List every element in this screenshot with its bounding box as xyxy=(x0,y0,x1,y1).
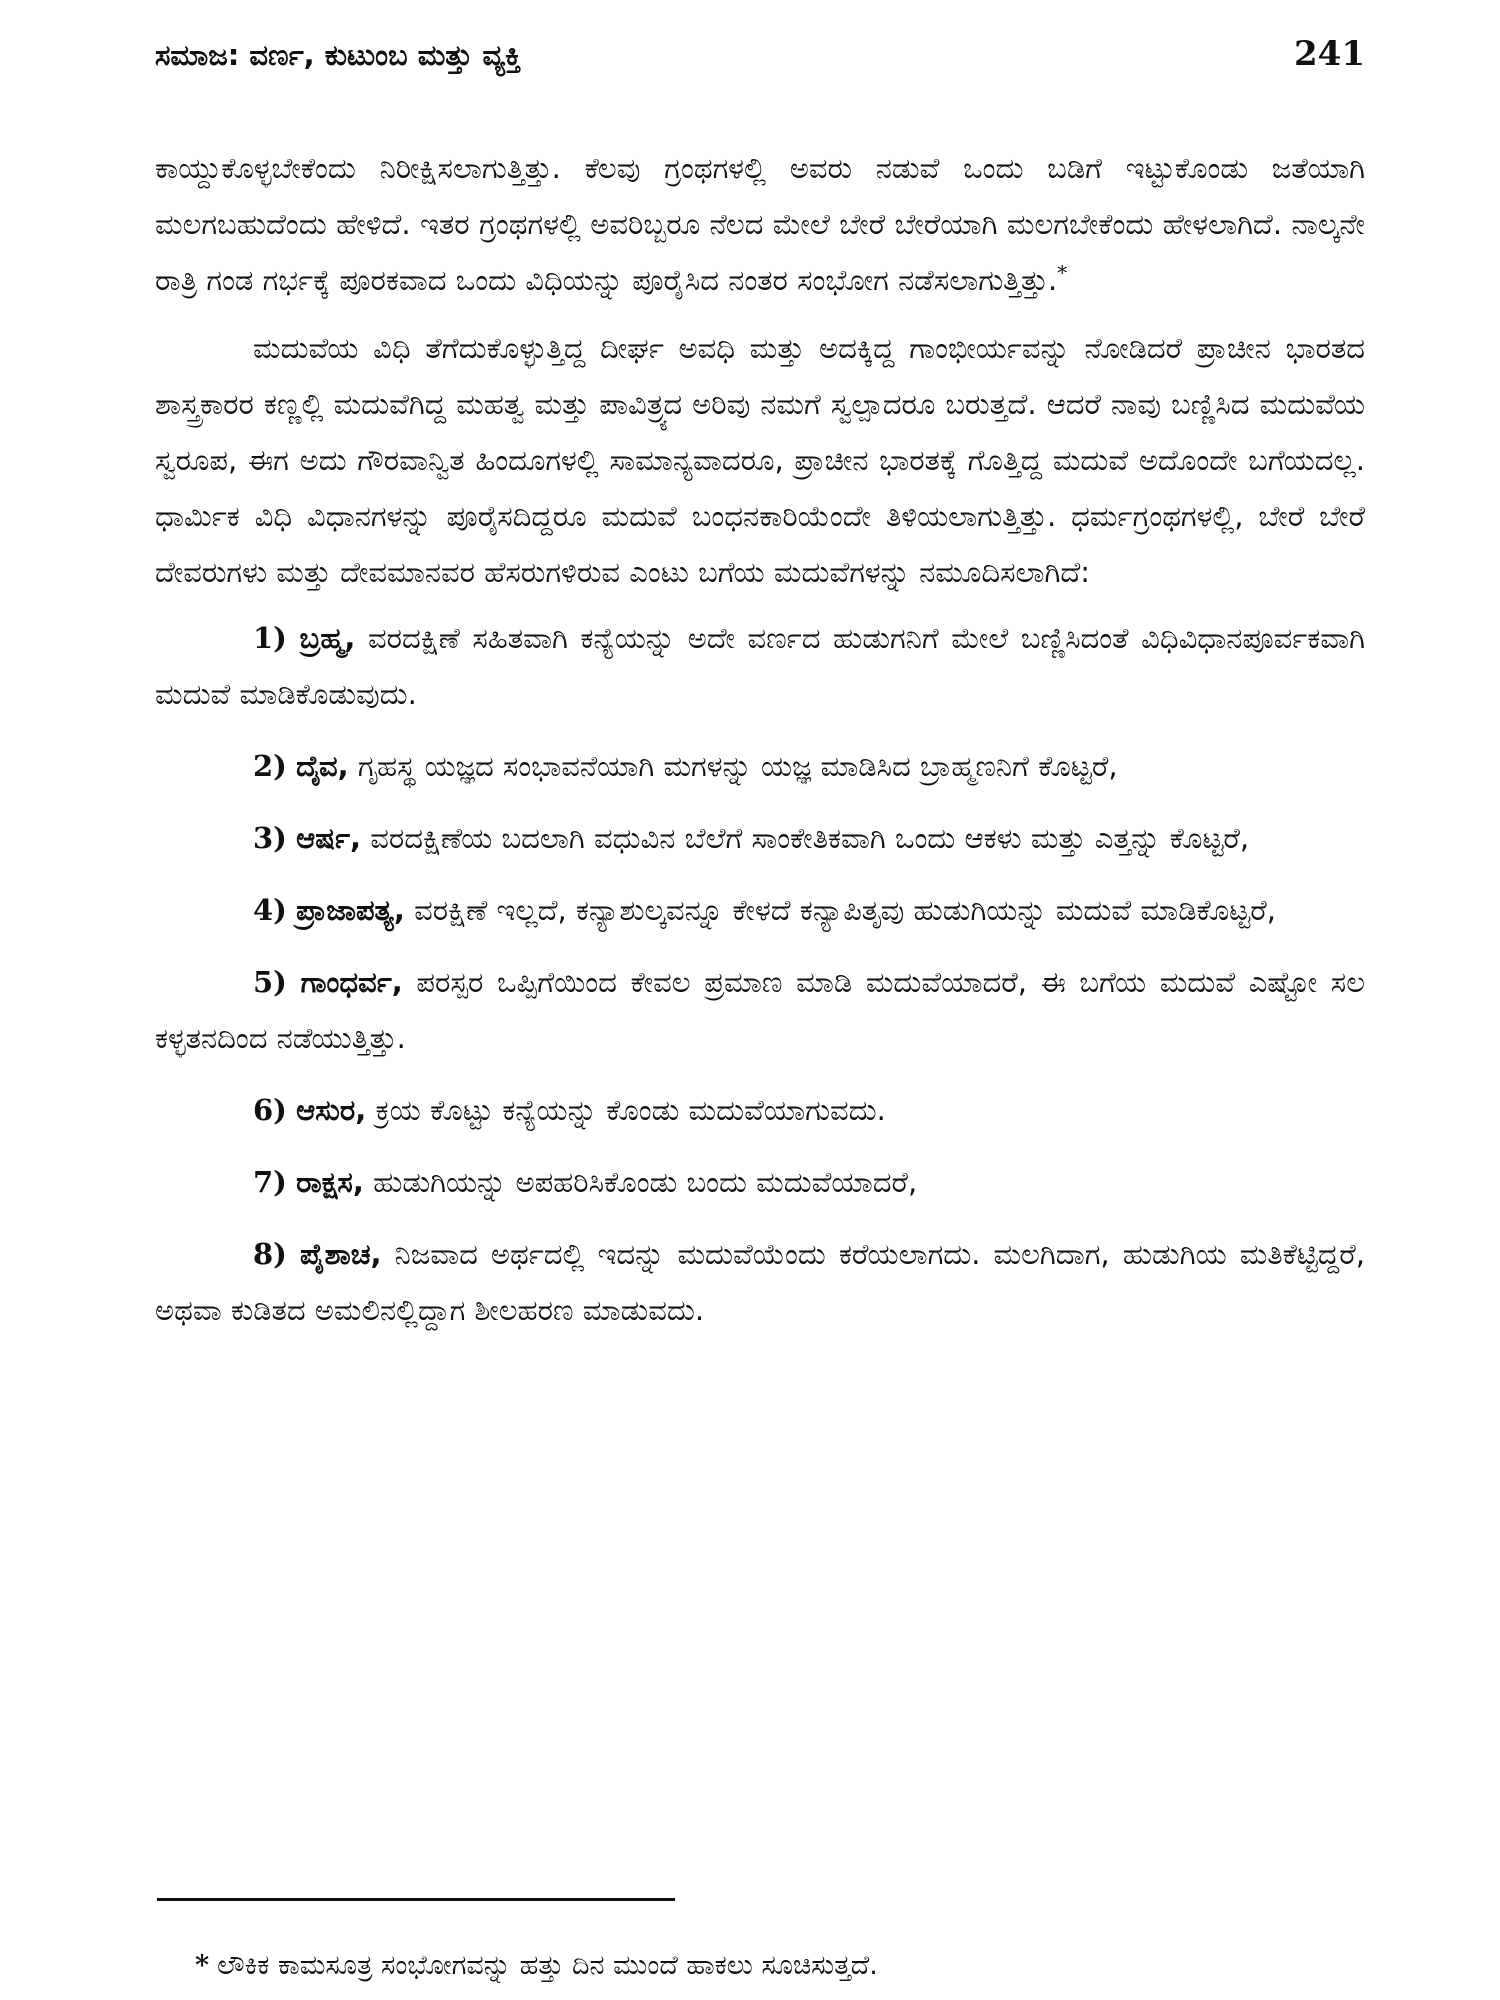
item-text: ಹುಡುಗಿಯನ್ನು ಅಪಹರಿಸಿಕೊಂಡು ಬಂದು ಮದುವೆಯಾದರೆ, xyxy=(373,1165,918,1199)
body-text xyxy=(155,140,1365,1338)
item-number: 4) xyxy=(253,893,287,927)
item-text: ಗೃಹಸ್ಥ ಯಜ್ಞದ ಸಂಭಾವನೆಯಾಗಿ ಮಗಳನ್ನು ಯಜ್ಞ ಮಾಡಿಸಿದ ಬ್ರಾಹ್ಮಣನಿಗೆ ಕೊಟ್ಟರೆ, xyxy=(357,749,1118,783)
item-number: 1) xyxy=(253,621,287,655)
footnote-divider xyxy=(157,1898,675,1901)
item-number: 3) xyxy=(253,821,287,855)
item-text: ವರಕ್ಷಿಣೆ ಇಲ್ಲದೆ, ಕನ್ಯಾಶುಲ್ಕವನ್ನೂ ಕೇಳದೆ ಕನ್ಯಾಪಿತೃವು ಹುಡುಗಿಯನ್ನು ಮದುವೆ ಮಾಡಿಕೊಟ್ಟರೆ, xyxy=(414,893,1276,927)
list-item xyxy=(155,738,1365,794)
item-text: ಕ್ರಯ ಕೊಟ್ಟು ಕನ್ಯೆಯನ್ನು ಕೊಂಡು ಮದುವೆಯಾಗುವದು. xyxy=(375,1093,886,1127)
footnote-text: ಲೌಕಿಕ ಕಾಮಸೂತ್ರ ಸಂಭೋಗವನ್ನು ಹತ್ತು ದಿನ ಮುಂದೆ ಹಾಕಲು ಸೂಚಿಸುತ್ತದೆ. xyxy=(217,1950,878,1981)
paragraph-1-text: ಕಾಯ್ದುಕೊಳ್ಳಬೇಕೆಂದು ನಿರೀಕ್ಷಿಸಲಾಗುತ್ತಿತ್ತು. ಕೆಲವು ಗ್ರಂಥಗಳಲ್ಲಿ ಅವರು ನಡುವೆ ಒಂದು ಬಡಿಗೆ ಇಟ್ಟುಕೊಂಡು ಜತೆಯಾಗಿ ಮಲಗಬಹುದೆಂದು ಹೇಳಿದೆ. ಇತರ ಗ್ರಂಥಗಳಲ್ಲಿ ಅವರಿಬ್ಬರೂ ನೆಲದ ಮೇಲೆ ಬೇರೆ ಬೇರೆಯಾಗಿ ಮಲಗಬೇಕೆಂದು ಹೇಳಲಾಗಿದೆ. ನಾಲ್ಕನೇ ರಾತ್ರಿ ಗಂಡ ಗರ್ಭಕ್ಕೆ ಪೂರಕವಾದ ಒಂದು ವಿಧಿಯನ್ನು ಪೂರೈಸಿದ ನಂತರ ಸಂಭೋಗ ನಡೆಸಲಾಗುತ್ತಿತ್ತು. xyxy=(155,151,1365,297)
item-text: ವರದಕ್ಷಿಣೆ ಸಹಿತವಾಗಿ ಕನ್ಯೆಯನ್ನು ಅದೇ ವರ್ಣದ ಹುಡುಗನಿಗೆ ಮೇಲೆ ಬಣ್ಣಿಸಿದಂತೆ ವಿಧಿವಿಧಾನಪೂರ್ವಕವಾಗಿ ಮದುವೆ ಮಾಡಿಕೊಡುವುದು. xyxy=(155,621,1366,711)
chapter-title: ಸಮಾಜ: ವರ್ಣ, ಕುಟುಂಬ ಮತ್ತು ವ್ಯಕ್ತಿ xyxy=(155,38,522,72)
item-term: ಆಸುರ, xyxy=(296,1093,367,1127)
item-number: 8) xyxy=(253,1237,287,1271)
list-item xyxy=(155,1082,1365,1138)
footnote xyxy=(195,1948,1365,1984)
running-header xyxy=(155,30,1365,82)
list-item xyxy=(155,1154,1365,1210)
footnote-marker: * xyxy=(195,1950,210,1981)
list-item xyxy=(155,810,1365,866)
item-term: ರಾಕ್ಷಸ, xyxy=(296,1165,364,1199)
item-text: ನಿಜವಾದ ಅರ್ಥದಲ್ಲಿ ಇದನ್ನು ಮದುವೆಯೆಂದು ಕರೆಯಲಾಗದು. ಮಲಗಿದಾಗ, ಹುಡುಗಿಯ ಮತಿಕೆಟ್ಟಿದ್ದರೆ, ಅಥವಾ ಕುಡಿತದ ಅಮಲಿನಲ್ಲಿದ್ದಾಗ ಶೀಲಹರಣ ಮಾಡುವದು. xyxy=(155,1237,1365,1327)
item-term: ದೈವ, xyxy=(296,749,349,783)
book-page xyxy=(155,30,1366,1981)
item-term: ಬ್ರಹ್ಮ, xyxy=(299,621,356,655)
item-term: ಪೈಶಾಚ, xyxy=(299,1237,382,1271)
item-number: 7) xyxy=(253,1165,287,1199)
footnote-reference-marker: * xyxy=(1057,260,1068,285)
item-term: ಪ್ರಾಜಾಪತ್ಯ, xyxy=(296,893,405,927)
item-number: 2) xyxy=(253,749,287,783)
item-text: ಪರಸ್ಪರ ಒಪ್ಪಿಗೆಯಿಂದ ಕೇವಲ ಪ್ರಮಾಣ ಮಾಡಿ ಮದುವೆಯಾದರೆ, ಈ ಬಗೆಯ ಮದುವೆ ಎಷ್ಟೋ ಸಲ ಕಳ್ಳತನದಿಂದ ನಡೆಯುತ್ತಿತ್ತು. xyxy=(155,965,1365,1055)
list-item xyxy=(155,1226,1365,1338)
item-term: ಗಾಂಧರ್ವ, xyxy=(300,965,403,999)
marriage-types-list xyxy=(155,610,1365,1338)
item-number: 5) xyxy=(253,965,287,999)
item-number: 6) xyxy=(253,1093,287,1127)
item-text: ವರದಕ್ಷಿಣೆಯ ಬದಲಾಗಿ ವಧುವಿನ ಬೆಲೆಗೆ ಸಾಂಕೇತಿಕವಾಗಿ ಒಂದು ಆಕಳು ಮತ್ತು ಎತ್ತನ್ನು ಕೊಟ್ಟರೆ, xyxy=(370,821,1250,855)
paragraph-continued xyxy=(155,140,1365,308)
paragraph-marriage-intro: ಮದುವೆಯ ವಿಧಿ ತೆಗೆದುಕೊಳ್ಳುತ್ತಿದ್ದ ದೀರ್ಘ ಅವಧಿ ಮತ್ತು ಅದಕ್ಕಿದ್ದ ಗಾಂಭೀರ್ಯವನ್ನು ನೋಡಿದರೆ ಪ್ರಾಚೀನ ಭಾರತದ ಶಾಸ್ತ್ರಕಾರರ ಕಣ್ಣಲ್ಲಿ ಮದುವೆಗಿದ್ದ ಮಹತ್ವ ಮತ್ತು ಪಾವಿತ್ರ್ಯದ ಅರಿವು ನಮಗೆ ಸ್ವಲ್ಪಾದರೂ ಬರುತ್ತದೆ. ಆದರೆ ನಾವು ಬಣ್ಣಿಸಿದ ಮದುವೆಯ ಸ್ವರೂಪ, ಈಗ ಅದು ಗೌರವಾನ್ವಿತ ಹಿಂದೂಗಳಲ್ಲಿ ಸಾಮಾನ್ಯವಾದರೂ, ಪ್ರಾಚೀನ ಭಾರತಕ್ಕೆ ಗೊತ್ತಿದ್ದ ಮದುವೆ ಅದೊಂದೇ ಬಗೆಯದಲ್ಲ. ಧಾರ್ಮಿಕ ವಿಧಿ ವಿಧಾನಗಳನ್ನು ಪೂರೈಸದಿದ್ದರೂ ಮದುವೆ ಬಂಧನಕಾರಿಯೆಂದೇ ತಿಳಿಯಲಾಗುತ್ತಿತ್ತು. ಧರ್ಮಗ್ರಂಥಗಳಲ್ಲಿ, ಬೇರೆ ಬೇರೆ ದೇವರುಗಳು ಮತ್ತು ದೇವಮಾನವರ ಹೆಸರುಗಳಿರುವ ಎಂಟು ಬಗೆಯ ಮದುವೆಗಳನ್ನು ನಮೂದಿಸಲಾಗಿದೆ: xyxy=(155,331,1365,589)
list-item xyxy=(155,882,1365,938)
page-number: 241 xyxy=(1294,34,1365,74)
list-item xyxy=(155,610,1365,722)
list-item xyxy=(155,954,1365,1066)
item-term: ಆರ್ಷ, xyxy=(296,821,362,855)
